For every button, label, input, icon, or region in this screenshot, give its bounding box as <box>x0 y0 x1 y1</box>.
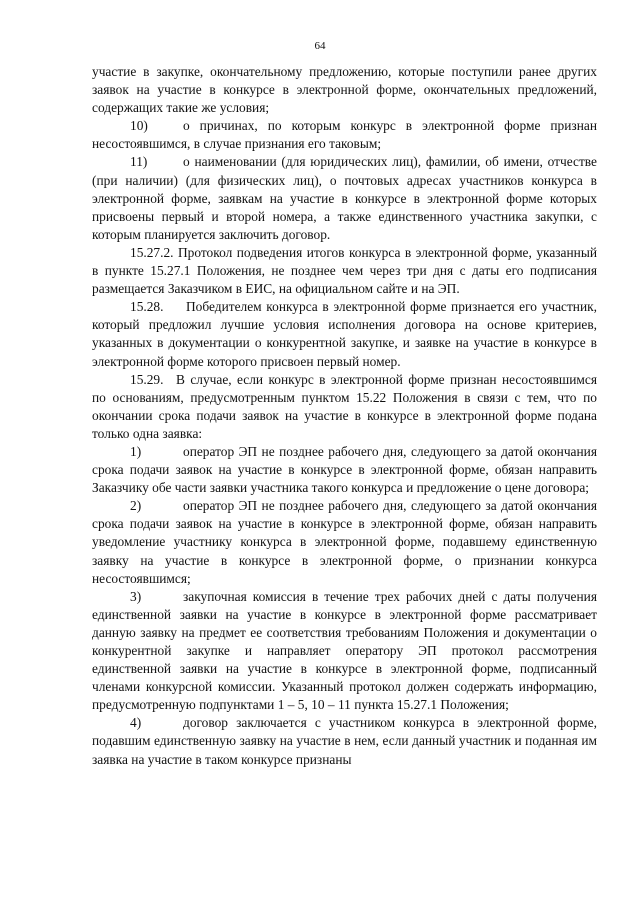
list-item-number: 3) <box>130 588 142 604</box>
list-item-number: 1) <box>130 443 142 459</box>
list-item-text: оператор ЭП не позднее рабочего дня, следующего за датой окончания срока подачи заявок на участие в конкурсе в электронной форме, обязан направить Заказчику обе части заявки участника такого конкурса и предложение о цене договора; <box>92 443 597 496</box>
list-item <box>92 153 597 243</box>
section-number: 15.28. <box>130 299 164 315</box>
list-item <box>92 117 597 153</box>
section-paragraph <box>92 371 597 443</box>
paragraph-text: участие в закупке, окончательному предложению, которые поступили ранее других заявок на участие в конкурсе в электронной форме, окончательных предложений, содержащих такие же условия; <box>92 64 597 116</box>
paragraph-text: 15.27.2. Протокол подведения итогов конкурса в электронной форме, указанный в пункте 15.27.1 Положения, не позднее чем через три дня с даты его подписания размещается Заказчиком в ЕИС, на официальном сайте и на ЭП. <box>92 244 597 297</box>
list-item-number: 2) <box>130 498 142 514</box>
section-text: В случае, если конкурс в электронной форме признан несостоявшимся по основаниям, предусмотренным пунктом 15.22 Положения в связи с тем, что по окончании срока подачи заявок на участие в конкурсе в электронной форме подана только одна заявка: <box>92 371 597 441</box>
section-text: Победителем конкурса в электронной форме признается его участник, который предложил лучшие условия исполнения договора на основе критериев, указанных в документации о конкурентной закупке, и заявке на участие в конкурсе в электронной форме которого присвоен первый номер. <box>92 299 597 369</box>
paragraph <box>92 244 597 298</box>
list-item <box>92 588 597 715</box>
list-item <box>92 443 597 497</box>
list-item-number: 10) <box>130 118 148 134</box>
list-item-number: 4) <box>130 715 142 731</box>
list-item <box>92 714 597 768</box>
list-item-text: оператор ЭП не позднее рабочего дня, следующего за датой окончания срока подачи заявок на участие в конкурсе в электронной форме, обязан направить уведомление участнику конкурса в электронной форме, подавшему единственную заявку на участие в конкурсе в электронной форме, о признании конкурса несостоявшимся; <box>92 498 597 586</box>
document-body <box>92 63 597 769</box>
paragraph-continuation <box>92 63 597 117</box>
page-number: 64 <box>314 40 326 52</box>
list-item-text: договор заключается с участником конкурса в электронной форме, подавшим единственную заявку на участие в нем, если данный участник и поданная им заявка на участие в таком конкурсе признаны <box>92 715 597 767</box>
list-item-number: 11) <box>130 154 148 170</box>
list-item-text: о наименовании (для юридических лиц), фамилии, об имени, отчестве (при наличии) (для физических лиц), о почтовых адресах участников конкурса в электронной форме, заявкам на участие в конкурсе в электронной форме которых присвоены первый и второй номера, а также единственного участника закупки, с которым планируется заключить договор. <box>92 154 597 242</box>
list-item-text: о причинах, по которым конкурс в электронной форме признан несостоявшимся, в случае признания его таковым; <box>92 118 597 152</box>
section-number: 15.29. <box>130 371 164 387</box>
section-paragraph <box>92 298 597 370</box>
list-item-text: закупочная комиссия в течение трех рабочих дней с даты получения единственной заявки на участие в конкурсе в электронной форме рассматривает данную заявку на предмет ее соответствия требованиям Положения и документации о конкурентной закупке и направляет оператору ЭП протокол рассмотрения единственной заявки на участие в конкурсе в электронной форме, подписанный членами конкурсной комиссии. Указанный протокол должен содержать информацию, предусмотренную подпунктами 1 – 5, 10 – 11 пункта 15.27.1 Положения; <box>92 588 597 713</box>
list-item <box>92 497 597 587</box>
